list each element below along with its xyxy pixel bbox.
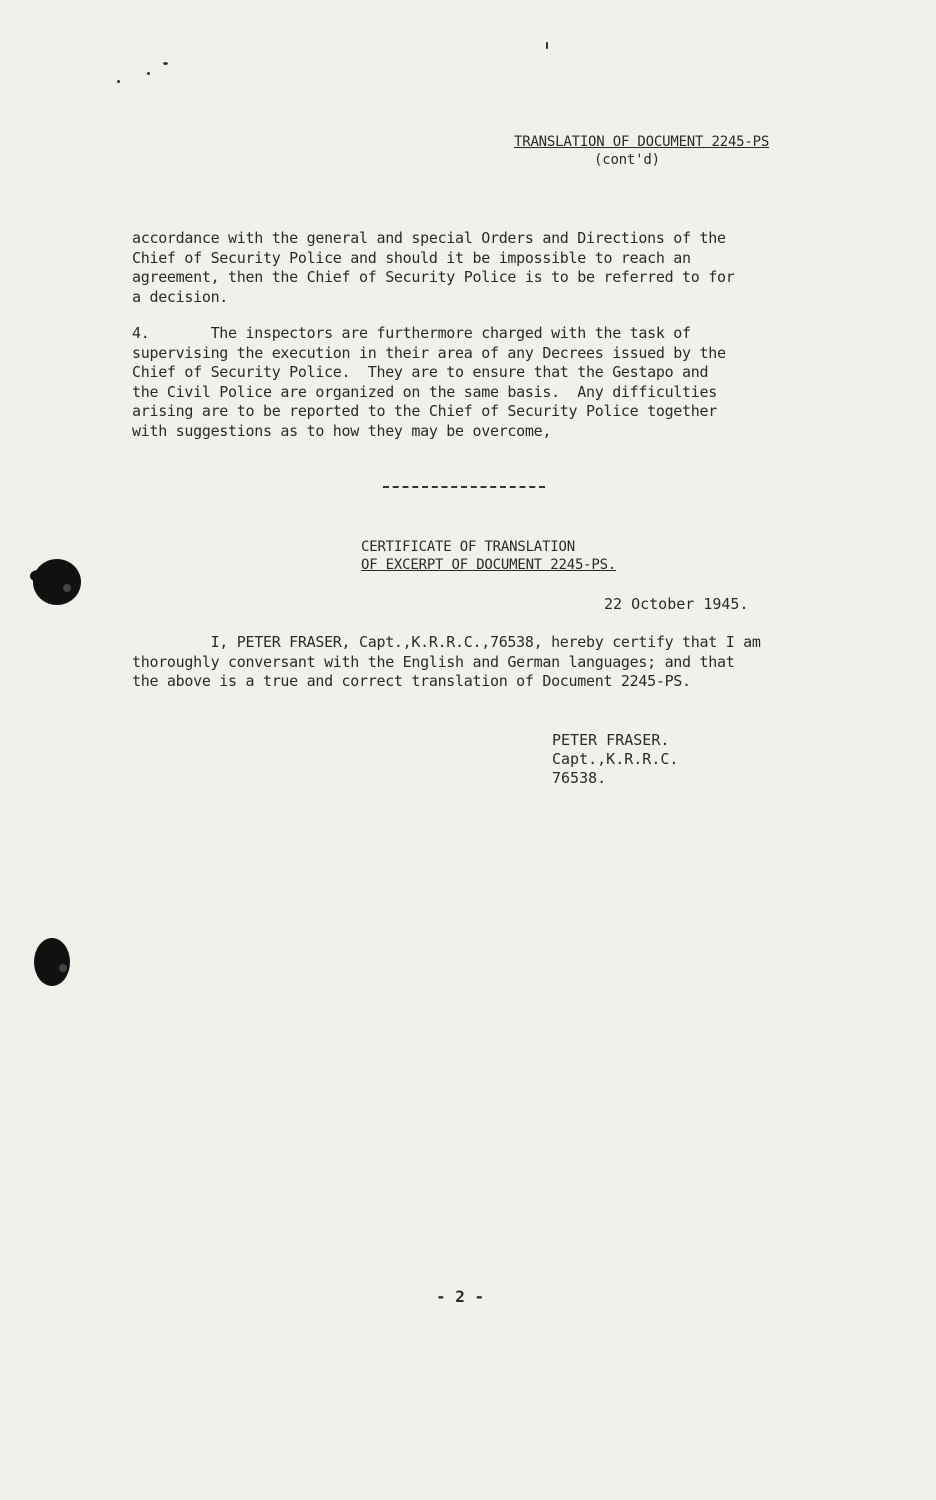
punch-hole-top [28,556,84,608]
certificate-title [361,538,691,574]
header-title: TRANSLATION OF DOCUMENT 2245-PS [514,134,770,150]
section-separator [383,486,545,488]
certificate-statement: I, PETER FRASER, Capt.,K.R.R.C.,76538, hereby certify that I am thoroughly conversant with the English and German languages; and that the above is a true and correct translation of Document 2245-PS. [132,633,761,690]
body-paragraph: accordance with the general and special Orders and Directions of the Chief of Security Police and should it be impossible to reach an agreement, then the Chief of Security Police is to be referred to for a decision. [132,229,735,306]
certificate-title-line2: OF EXCERPT OF DOCUMENT 2245-PS. [361,557,617,573]
ink-speck [163,62,168,65]
ink-speck [117,80,120,83]
page-number: - 2 - [436,1287,485,1306]
punch-hole-bottom [30,936,78,988]
signature-number: 76538. [552,769,607,787]
ink-speck [546,42,548,49]
body-paragraph-numbered: 4. The inspectors are furthermore charged with the task of supervising the execution in their area of any Decrees issued by the Chief of Security Police. They are to ensure that the Gestapo and the Civil Police are organized on the same basis. Any difficulties arising are to be reported to the Chief of Security Police together with suggestions as to how they may be overcome, [132,324,726,440]
certificate-title-line1: CERTIFICATE OF TRANSLATION [361,539,575,555]
document-header [514,133,824,169]
certificate-date: 22 October 1945. [604,595,749,613]
signature-block [552,731,678,788]
signature-rank: Capt.,K.R.R.C. [552,750,679,768]
signature-name: PETER FRASER. [552,731,670,749]
header-subtitle: (cont'd) [594,152,660,168]
ink-speck [147,72,150,75]
